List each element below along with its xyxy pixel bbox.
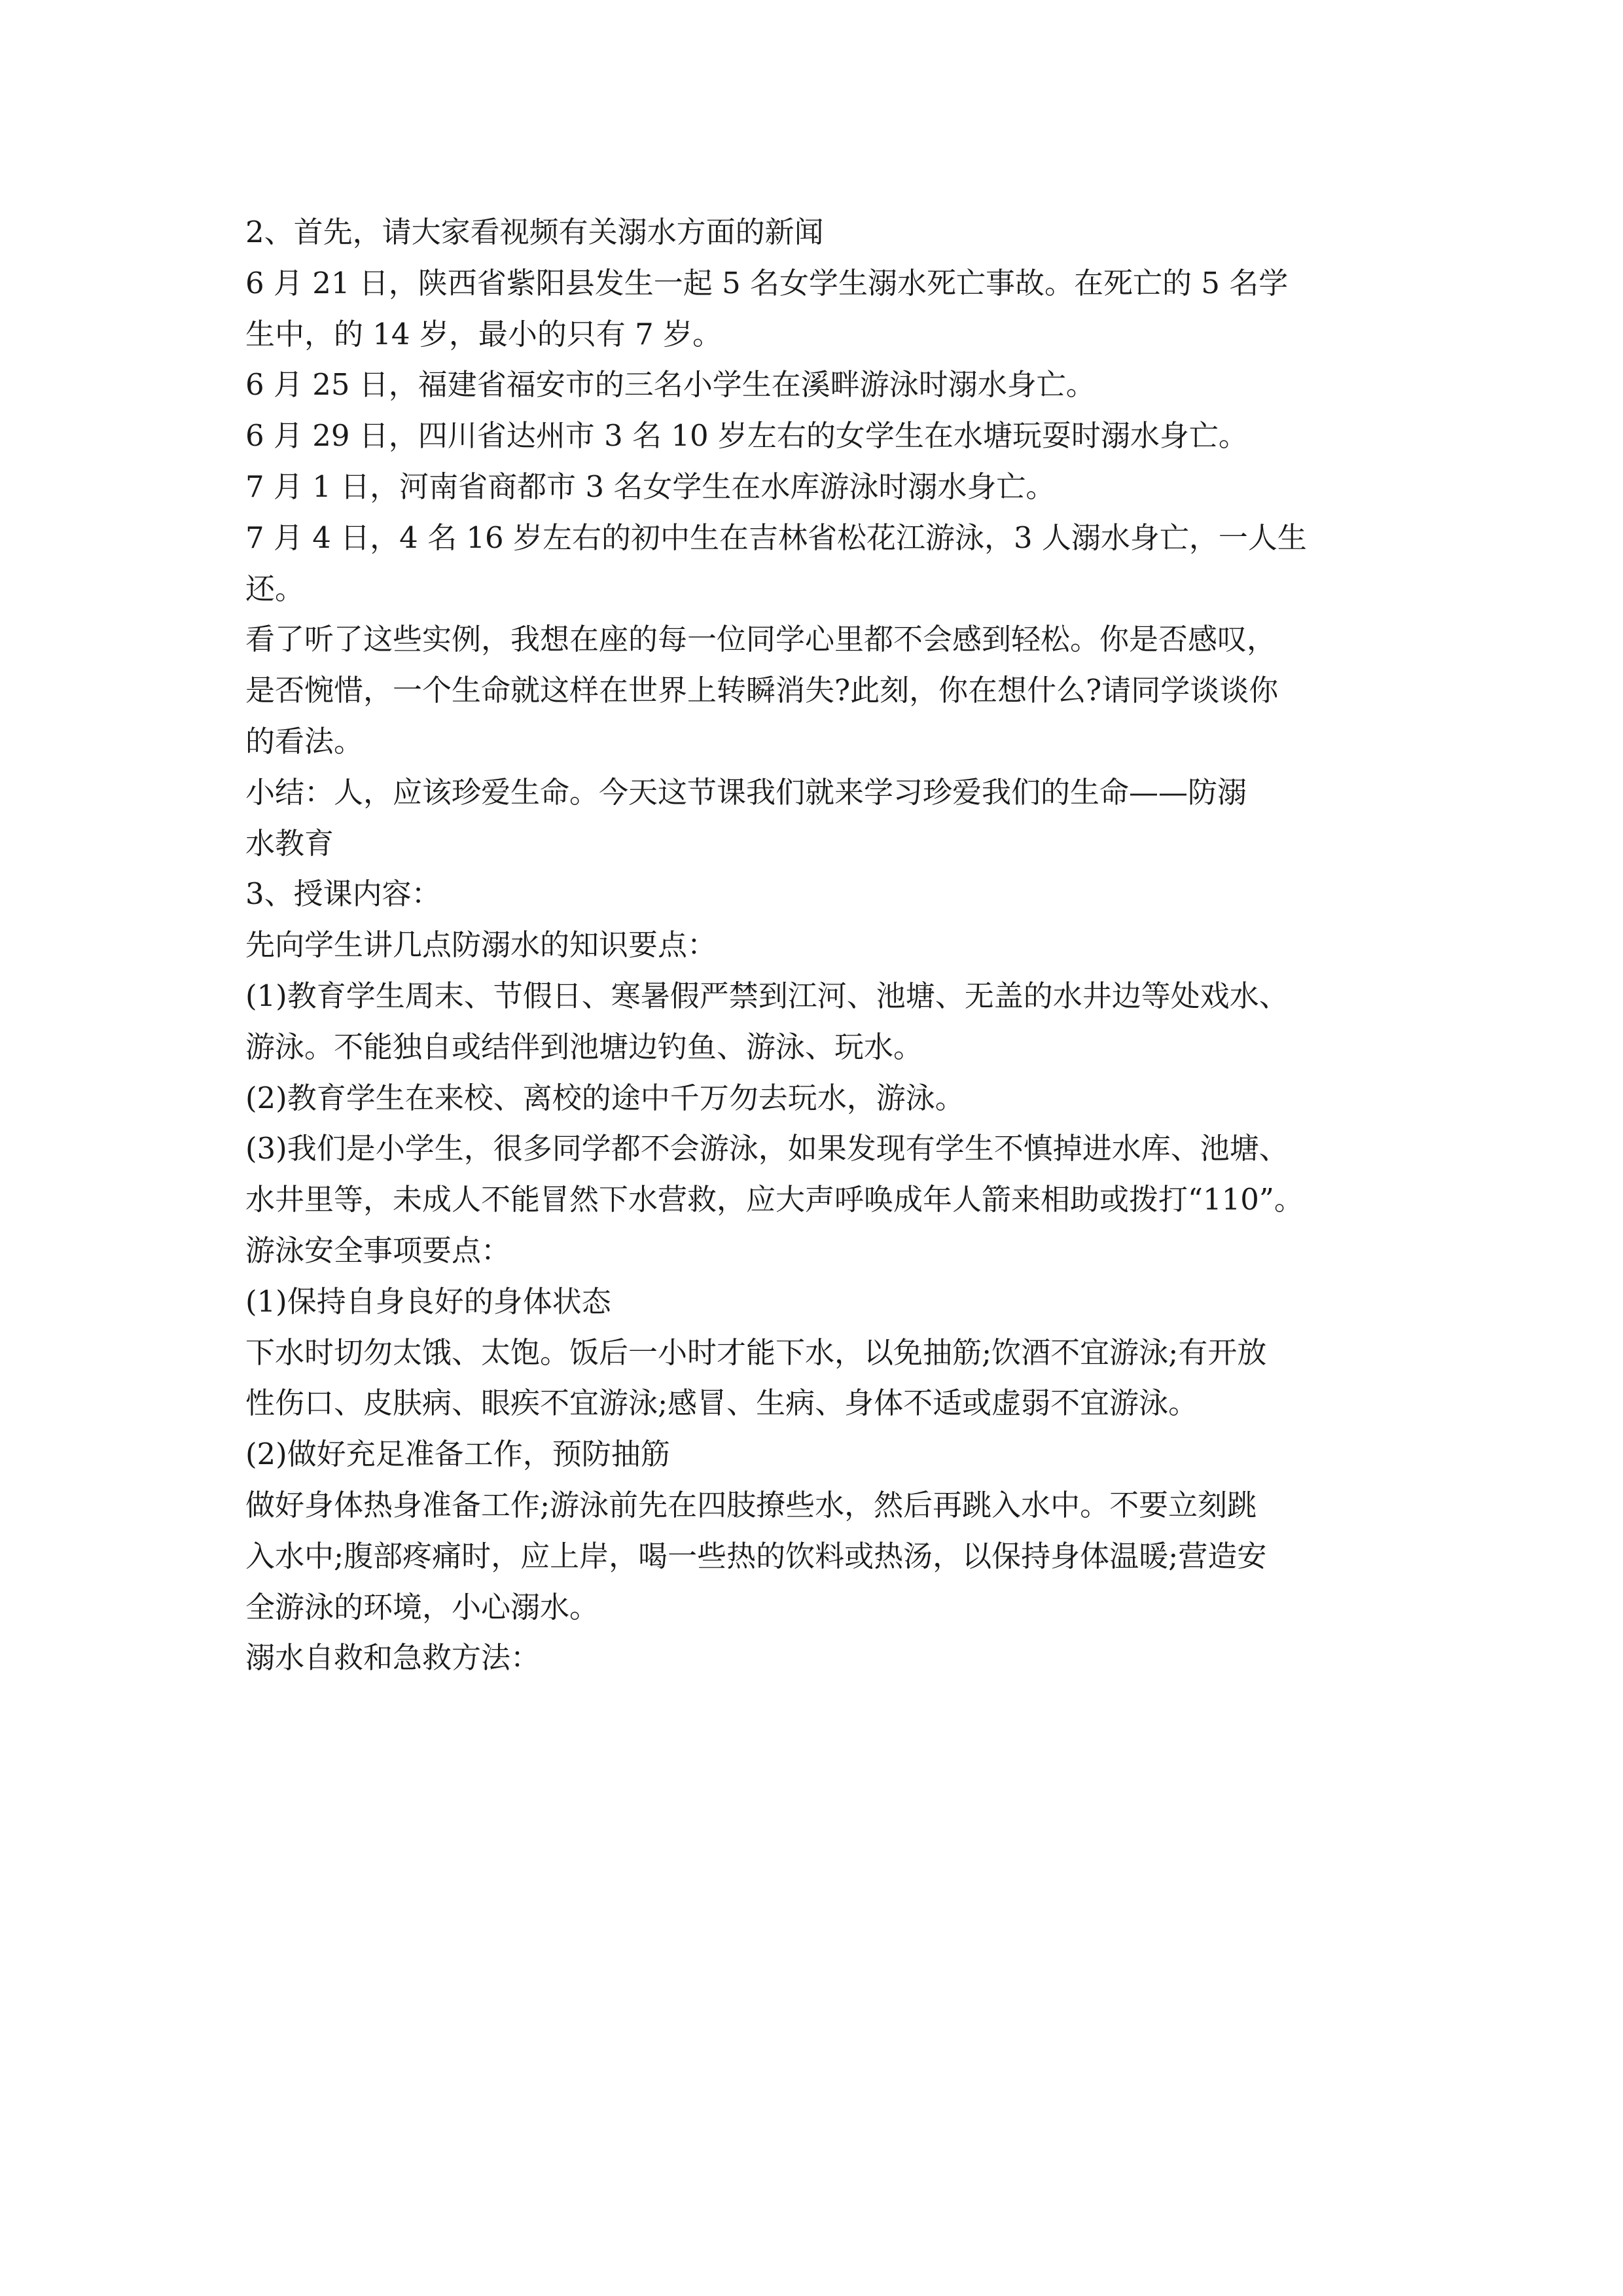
text-line: 游泳。不能独自或结伴到池塘边钓鱼、游泳、玩水。 [245,1029,923,1064]
text-line: 水教育 [245,825,334,861]
text-line: 全游泳的环境，小心溺水。 [245,1589,599,1624]
text-line: 是否惋惜，一个生命就这样在世界上转瞬消失?此刻，你在想什么?请同学谈谈你 [245,673,1279,708]
text-line: 6 月 25 日，福建省福安市的三名小学生在溪畔游泳时溺水身亡。 [245,367,1096,403]
text-line: 7 月 4 日，4 名 16 岁左右的初中生在吉林省松花江游泳，3 人溺水身亡，一人生 [245,520,1307,555]
text-line: (3)我们是小学生，很多同学都不会游泳，如果发现有学生不慎掉进水库、池塘、 [245,1131,1289,1166]
text-line: (1)保持自身良好的身体状态 [245,1283,611,1319]
text-line: 小结：人，应该珍爱生命。今天这节课我们就来学习珍爱我们的生命——防溺 [245,774,1247,810]
text-line: 游泳安全事项要点： [245,1232,511,1268]
text-line: 生中，的 14 岁，最小的只有 7 岁。 [245,316,722,351]
text-line: 性伤口、皮肤病、眼疾不宜游泳;感冒、生病、身体不适或虚弱不宜游泳。 [245,1386,1198,1421]
text-line: 3、授课内容： [245,876,441,912]
text-line: (1)教育学生周末、节假日、寒暑假严禁到江河、池塘、无盖的水井边等处戏水、 [245,978,1289,1013]
text-line: 6 月 21 日，陕西省紫阳县发生一起 5 名女学生溺水死亡事故。在死亡的 5 名学 [245,265,1289,300]
text-line: 的看法。 [245,723,364,759]
text-line: 先向学生讲几点防溺水的知识要点： [245,927,717,963]
text-line: 还。 [245,571,305,606]
document-body [245,207,1397,1683]
text-line: 做好身体热身准备工作;游泳前先在四肢撩些水，然后再跳入水中。不要立刻跳 [245,1487,1257,1522]
text-line: 水井里等，未成人不能冒然下水营救，应大声呼唤成年人箭来相助或拨打“110”。 [245,1182,1304,1217]
text-line: 6 月 29 日，四川省达州市 3 名 10 岁左右的女学生在水塘玩耍时溺水身亡。 [245,418,1248,454]
text-line: 溺水自救和急救方法： [245,1640,541,1676]
text-line: 7 月 1 日，河南省商都市 3 名女学生在水库游泳时溺水身亡。 [245,469,1056,504]
text-line: 2、首先，请大家看视频有关溺水方面的新闻 [245,215,824,249]
text-line: (2)教育学生在来校、离校的途中千万勿去玩水，游泳。 [245,1080,965,1115]
text-line: 看了听了这些实例，我想在座的每一位同学心里都不会感到轻松。你是否感叹， [245,622,1277,657]
text-line: 入水中;腹部疼痛时，应上岸，喝一些热的饮料或热汤，以保持身体温暖;营造安 [245,1538,1267,1573]
text-line: 下水时切勿太饿、太饱。饭后一小时才能下水，以免抽筋;饮酒不宜游泳;有开放 [245,1335,1267,1370]
text-line: (2)做好充足准备工作，预防抽筋 [245,1437,670,1472]
